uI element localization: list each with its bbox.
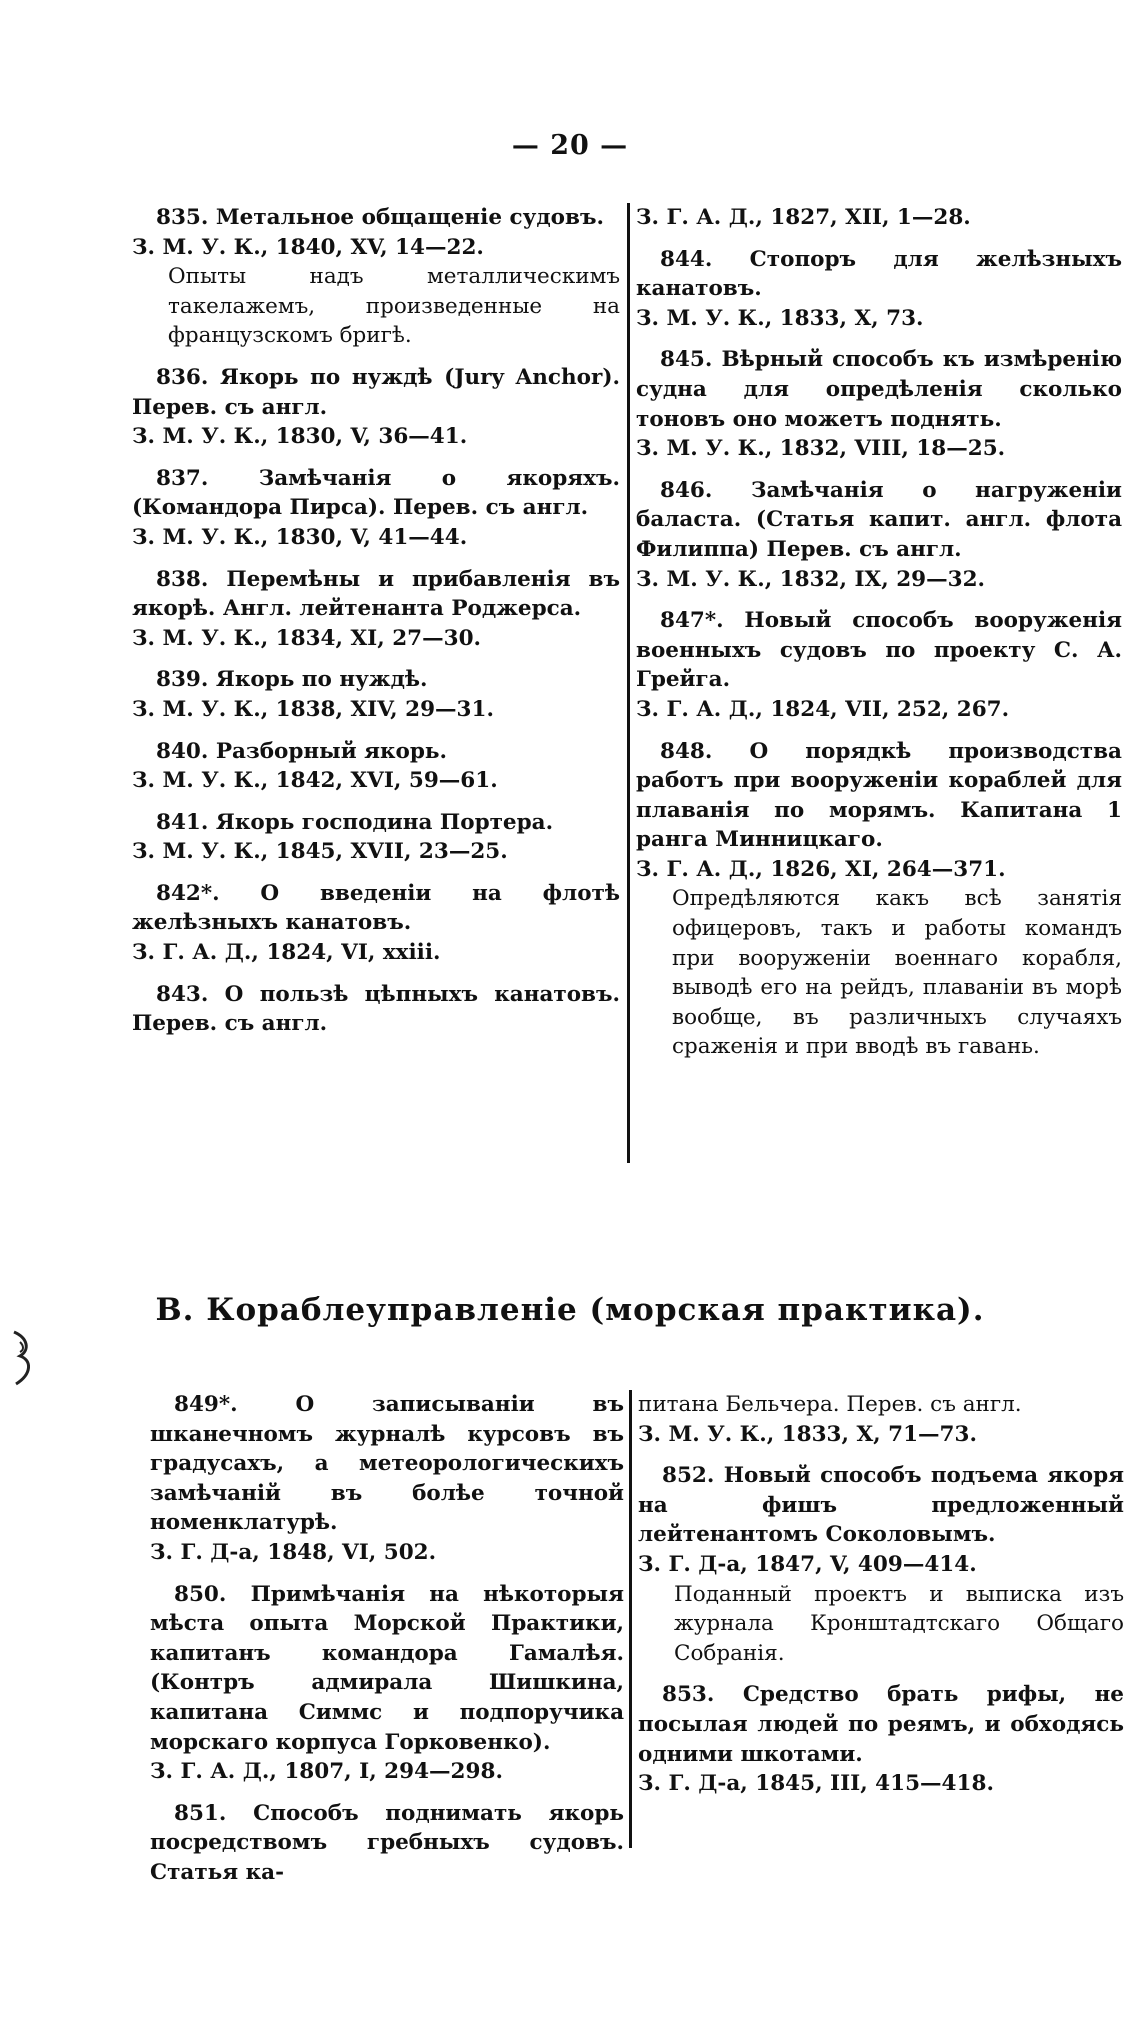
entry-title-text: Якорь господина Портера. [215, 809, 554, 835]
bibliography-entry [150, 1390, 624, 1568]
entry-title [150, 1390, 624, 1538]
entry-title [132, 665, 620, 695]
entry-number: 841. [156, 809, 209, 835]
entry-title [132, 464, 620, 523]
entry-number: 851. [174, 1800, 227, 1826]
entry-title-text: О записываніи въ шканечномъ журналѣ курсовъ въ градусахъ, а метеорологическихъ замѣчаній въ болѣе точной номенклатурѣ. [150, 1392, 624, 1536]
entry-reference: З. М. У. К., 1838, XIV, 29—31. [132, 696, 494, 722]
entry-title [132, 203, 620, 233]
entry-title [132, 808, 620, 838]
entry-number: 850. [174, 1581, 227, 1607]
bibliography-entry [132, 980, 620, 1039]
entry-title-text: Метальное общащеніе судовъ. [215, 205, 604, 230]
bibliography-entry [638, 1390, 1124, 1449]
entry-title-text: Средство брать рифы, не посылая людей по реямъ, и обходясь одними шкотами. [638, 1682, 1124, 1767]
entry-number: 840. [156, 738, 209, 764]
top-section [0, 203, 1140, 1205]
entry-number: 852. [662, 1463, 715, 1489]
entry-title [150, 1799, 624, 1888]
entry-title-text: Новый способъ подъема якоря на фишъ предложенный лейтенантомъ Соколовымъ. [638, 1463, 1124, 1548]
entry-title-text: Якорь по нуждѣ (Jury Anchor). Перев. съ англ. [132, 364, 620, 420]
entry-reference: З. Г. Д-а, 1847, V, 409—414. [638, 1551, 977, 1577]
margin-brace-mark [8, 1328, 38, 1388]
entry-title-text: Якорь по нуждѣ. [215, 667, 428, 693]
entry-annotation: Опредѣляются какъ всѣ занятія офицеровъ, такъ и работы командъ при вооруженіи военнаго корабля, выводѣ его на рейдъ, плаваніи въ морѣ вообще, въ различныхъ случаяхъ сраженія и при вводѣ въ гавань. [672, 886, 1122, 1060]
bottom-section [0, 1390, 1140, 1885]
entry-reference: З. М. У. К., 1842, XVI, 59—61. [132, 768, 498, 794]
entry-number: 836. [156, 364, 209, 390]
bibliography-entry [636, 203, 1122, 233]
column-divider [627, 203, 630, 1163]
entry-title-text: Новый способъ вооруженія военныхъ судовъ по проекту С. А. Грейга. [636, 608, 1122, 693]
bibliography-entry [638, 1461, 1124, 1668]
entry-title-text: Перемѣны и прибавленія въ якорѣ. Англ. лейтенанта Роджерса. [132, 566, 620, 622]
entry-title [636, 345, 1122, 434]
bibliography-entry [132, 203, 620, 351]
bibliography-entry [132, 808, 620, 867]
entry-title [132, 879, 620, 938]
entry-title [636, 606, 1122, 695]
entry-title-text: О пользѣ цѣпныхъ канатовъ. Перев. съ англ. [132, 981, 620, 1037]
entry-number: 846. [660, 477, 713, 503]
entry-title [638, 1680, 1124, 1769]
entry-reference: З. Г. А. Д., 1826, XI, 264—371. [636, 856, 1006, 882]
entry-title [132, 363, 620, 422]
entry-reference: З. Г. А. Д., 1807, I, 294—298. [150, 1759, 503, 1785]
entry-reference: З. М. У. К., 1840, XV, 14—22. [132, 234, 484, 260]
entry-number: 835. [156, 205, 209, 230]
entry-reference: З. М. У. К., 1833, X, 71—73. [638, 1421, 977, 1447]
bibliography-entry [636, 606, 1122, 724]
entry-reference: З. Г. Д-а, 1848, VI, 502. [150, 1539, 437, 1565]
section-heading: В. Кораблеуправленіе (морская практика). [155, 1292, 985, 1328]
entry-annotation: Поданный проектъ и выписка изъ журнала Кронштадтскаго Общаго Собранія. [674, 1581, 1124, 1666]
bibliography-entry [132, 879, 620, 968]
entry-title-text: Способъ поднимать якорь посредствомъ гребныхъ судовъ. Статья ка- [150, 1800, 624, 1885]
entry-title-text: Замѣчанія о нагруженіи баласта. (Статья капит. англ. флота Филиппа) Перев. съ англ. [636, 477, 1122, 562]
entry-title [132, 565, 620, 624]
entry-number: 849*. [174, 1392, 238, 1417]
entry-reference: З. М. У. К., 1845, XVII, 23—25. [132, 839, 508, 865]
entry-reference: З. Г. Д-а, 1845, III, 415—418. [638, 1771, 994, 1797]
entry-title-text: Стопоръ для желѣзныхъ канатовъ. [636, 246, 1122, 302]
entry-title-text: питана Бельчера. Перев. съ англ. [638, 1392, 1022, 1417]
entry-annotation: Опыты надъ металлическимъ такелажемъ, произведенные на французскомъ бригѣ. [168, 264, 620, 349]
entry-number: 853. [662, 1682, 715, 1708]
column-divider-bottom [629, 1390, 632, 1848]
bibliography-entry [132, 665, 620, 724]
entry-reference: З. Г. А. Д., 1827, XII, 1—28. [636, 205, 971, 230]
entry-title-text: О введеніи на флотѣ желѣзныхъ канатовъ. [132, 880, 620, 936]
bibliography-entry [132, 565, 620, 654]
entry-title [638, 1390, 1124, 1420]
entry-title-text: О порядкѣ производства работъ при вооруженіи кораблей для плаванія по морямъ. Капитана 1 ранга Минницкаго. [636, 738, 1122, 853]
entry-reference: З. М. У. К., 1832, IX, 29—32. [636, 566, 986, 592]
entry-reference: З. М. У. К., 1830, V, 36—41. [132, 424, 468, 450]
entry-title-text: Вѣрный способъ къ измѣренію судна для опредѣленія сколько тоновъ оно можетъ поднять. [636, 347, 1122, 432]
bibliography-entry [132, 363, 620, 452]
bibliography-entry [636, 737, 1122, 1063]
entry-title [638, 1461, 1124, 1550]
bibliography-entry [636, 245, 1122, 334]
entry-number: 847*. [660, 608, 724, 634]
entry-title-text: Разборный якорь. [215, 738, 447, 764]
entry-reference: З. М. У. К., 1832, VIII, 18—25. [636, 436, 1006, 462]
top-right-column [636, 203, 1122, 1074]
entry-number: 844. [660, 246, 713, 272]
entry-reference: З. М. У. К., 1830, V, 41—44. [132, 524, 468, 550]
page-number: — 20 — [511, 130, 629, 161]
entry-title [636, 476, 1122, 565]
entry-number: 837. [156, 465, 209, 491]
entry-reference: З. Г. А. Д., 1824, VI, xxiii. [132, 940, 441, 966]
entry-title-text: Замѣчанія о якоряхъ. (Командора Пирса). Перев. съ англ. [132, 465, 620, 521]
entry-number: 839. [156, 667, 209, 693]
bottom-left-column [150, 1390, 624, 1900]
entry-title [150, 1580, 624, 1758]
entry-reference: З. М. У. К., 1833, X, 73. [636, 305, 924, 331]
bottom-right-column [638, 1390, 1124, 1811]
entry-reference: З. М. У. К., 1834, XI, 27—30. [132, 625, 482, 651]
bibliography-entry [132, 737, 620, 796]
entry-title-text: Примѣчанія на нѣкоторыя мѣста опыта Морской Практики, капитанъ командора Гамалѣя. (Контръ адмирала Шишкина, капитана Симмс и подпоручика морскаго корпуса Горковенко). [150, 1581, 624, 1755]
entry-number: 838. [156, 566, 209, 592]
bibliography-entry [636, 476, 1122, 594]
entry-reference: З. Г. А. Д., 1824, VII, 252, 267. [636, 696, 1010, 722]
bibliography-entry [132, 464, 620, 553]
bibliography-entry [150, 1799, 624, 1888]
bibliography-entry [638, 1680, 1124, 1798]
entry-title [636, 245, 1122, 304]
bibliography-entry [636, 345, 1122, 463]
entry-title [636, 737, 1122, 855]
entry-number: 843. [156, 981, 209, 1007]
entry-number: 848. [660, 738, 713, 764]
entry-number: 842*. [156, 880, 220, 906]
entry-title [132, 737, 620, 767]
top-left-column [132, 203, 620, 1051]
bibliography-entry [150, 1580, 624, 1787]
entry-title [132, 980, 620, 1039]
entry-number: 845. [660, 347, 713, 373]
